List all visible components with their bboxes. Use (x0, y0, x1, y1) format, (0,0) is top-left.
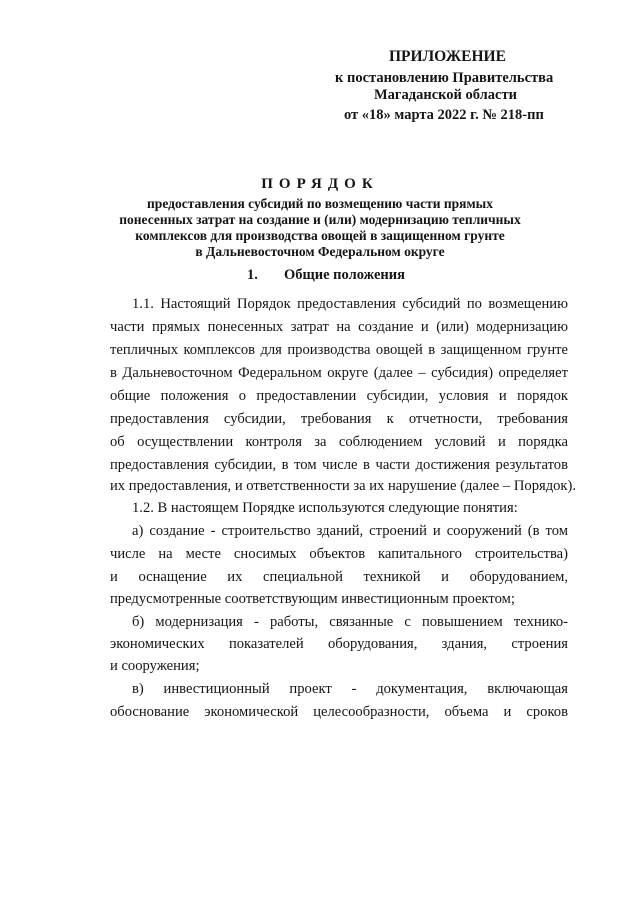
subtitle-line: понесенных затрат на создание и (или) модернизацию тепличных (119, 212, 521, 227)
resolution-reference: к постановлению Правительства (335, 70, 554, 86)
body-line: их предоставления, и ответственности за их нарушение (далее – Порядок). (110, 478, 577, 494)
resolution-date-number: от «18» марта 2022 г. № 218-пп (344, 107, 544, 123)
body-line: числе на месте сносимых объектов капитального строительства) (110, 546, 568, 562)
body-line: части прямых понесенных затрат на создание и (или) модернизацию (110, 319, 568, 335)
body-line: обоснование экономической целесообразности, объема и сроков (110, 704, 568, 720)
body-line: 1.2. В настоящем Порядке используются следующие понятия: (132, 500, 518, 516)
body-line: общие положения о предоставлении субсидии, условия и порядок (110, 388, 568, 404)
body-line: б) модернизация - работы, связанные с повышением технико- (132, 614, 568, 630)
body-line: предоставления субсидии, в том числе в части достижения результатов (110, 457, 568, 473)
subtitle-line: в Дальневосточном Федеральном округе (195, 244, 445, 259)
body-line: и сооружения; (110, 658, 200, 674)
section-title: Общие положения (284, 267, 405, 283)
subtitle-line: комплексов для производства овощей в защищенном грунте (135, 228, 505, 243)
body-line: в) инвестиционный проект - документация, включающая (132, 681, 568, 697)
section-number: 1. (247, 267, 258, 283)
subtitle-line: предоставления субсидий по возмещению части прямых (147, 196, 493, 211)
body-line: в Дальневосточном Федеральном округе (далее – субсидия) определяет (110, 365, 568, 381)
body-line: тепличных комплексов для производства овощей в защищенном грунте (110, 342, 568, 358)
body-line: а) создание - строительство зданий, строений и сооружений (в том (132, 523, 568, 539)
body-line: 1.1. Настоящий Порядок предоставления субсидий по возмещению (132, 296, 568, 312)
body-line: предоставления субсидии, требования к отчетности, требования (110, 411, 568, 427)
body-line: предусмотренные соответствующим инвестиционным проектом; (110, 591, 515, 607)
body-line: об осуществлении контроля за соблюдением условий и порядка (110, 434, 568, 450)
document-title: ПОРЯДОК (261, 176, 379, 192)
body-line: экономических показателей оборудования, здания, строения (110, 636, 568, 652)
appendix-heading: ПРИЛОЖЕНИЕ (389, 48, 506, 65)
body-line: и оснащение их специальной техникой и оборудованием, (110, 569, 568, 585)
region-name: Магаданской области (374, 87, 517, 103)
